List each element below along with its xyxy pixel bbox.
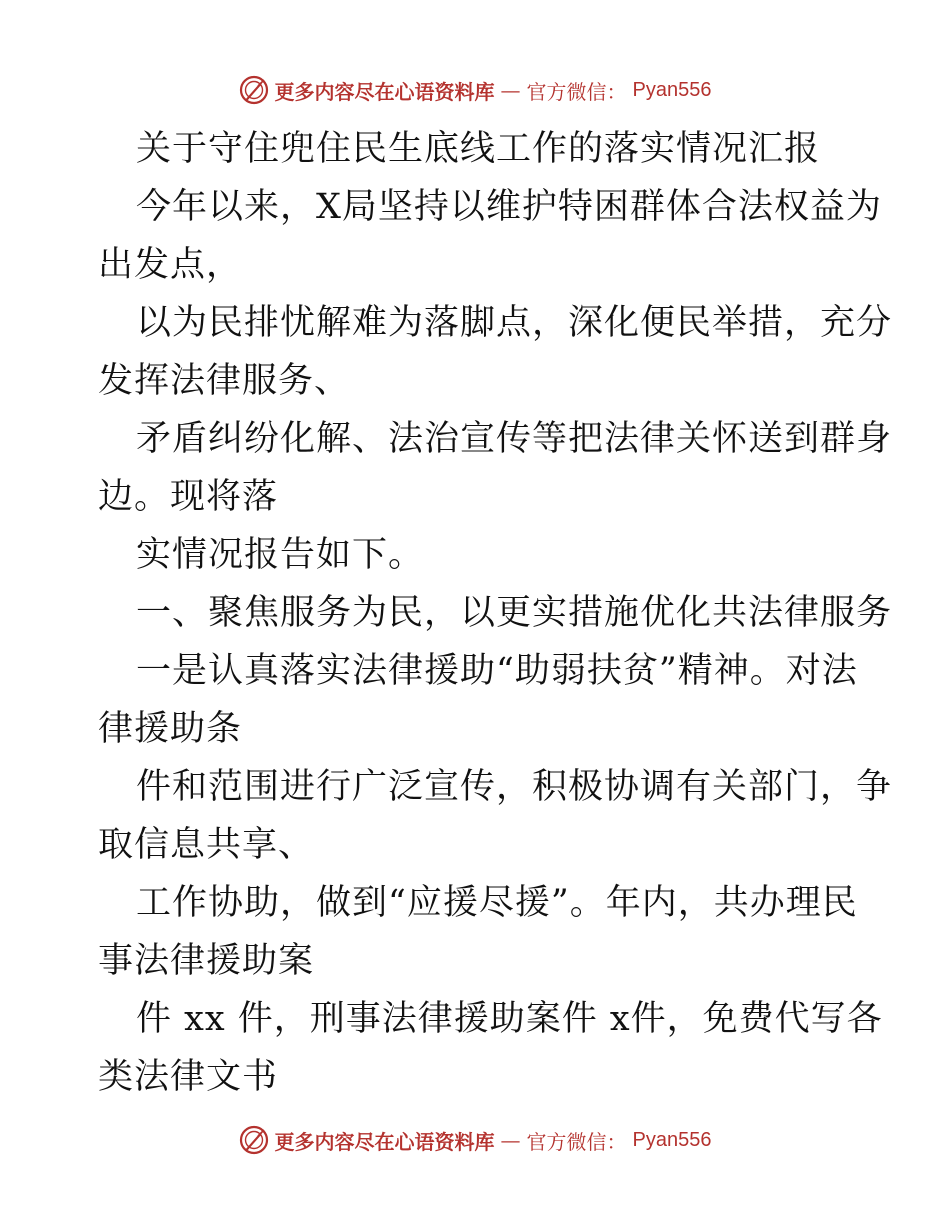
quill-logo-icon — [239, 1125, 269, 1155]
paragraph-line: 事法律援助案 — [98, 941, 315, 981]
watermark-dash: — — [500, 1128, 521, 1152]
quill-logo-icon — [239, 75, 269, 105]
paragraph-line: 件 xx 件，刑事法律援助案件 x件，免费代写各 — [136, 999, 883, 1039]
watermark-header — [0, 70, 950, 110]
document-body — [98, 120, 893, 1106]
watermark-footer — [0, 1120, 950, 1160]
paragraph-line: 出发点， — [98, 245, 243, 285]
watermark-content — [239, 75, 712, 105]
paragraph-line: 边。现将落 — [98, 477, 279, 517]
paragraph-line: 矛盾纠纷化解、法治宣传等把法律关怀送到群身 — [136, 419, 893, 459]
paragraph-line: 发挥法律服务、 — [98, 361, 351, 401]
paragraph-line: 以为民排忧解难为落脚点，深化便民举措，充分 — [136, 303, 893, 343]
watermark-wechat-label: 官方微信： — [526, 1129, 627, 1154]
paragraph-line: 今年以来，X局坚持以维护特困群体合法权益为 — [136, 187, 882, 227]
watermark-text: 更多内容尽在心语资料库 — [274, 79, 495, 104]
paragraph-line: 一是认真落实法律援助“助弱扶贫”精神。对法 — [136, 651, 858, 691]
watermark-wechat-label: 官方微信： — [526, 79, 627, 104]
section-heading: 一、聚焦服务为民，以更实措施优化共法律服务 — [136, 593, 893, 633]
watermark-text: 更多内容尽在心语资料库 — [274, 1129, 495, 1154]
paragraph-line: 件和范围进行广泛宣传，积极协调有关部门，争 — [136, 767, 893, 807]
document-title: 关于守住兜住民生底线工作的落实情况汇报 — [136, 129, 821, 169]
paragraph-line: 律援助条 — [98, 709, 243, 749]
watermark-content — [239, 1125, 712, 1155]
watermark-wechat-id: Pyan556 — [632, 1128, 712, 1151]
paragraph-line: 工作协助，做到“应援尽援”。年内，共办理民 — [136, 883, 858, 923]
paragraph-line: 实情况报告如下。 — [136, 535, 425, 575]
watermark-wechat-id: Pyan556 — [632, 78, 712, 101]
watermark-dash: — — [500, 78, 521, 102]
paragraph-line: 取信息共享、 — [98, 825, 315, 865]
paragraph-line: 类法律文书 — [98, 1057, 279, 1097]
